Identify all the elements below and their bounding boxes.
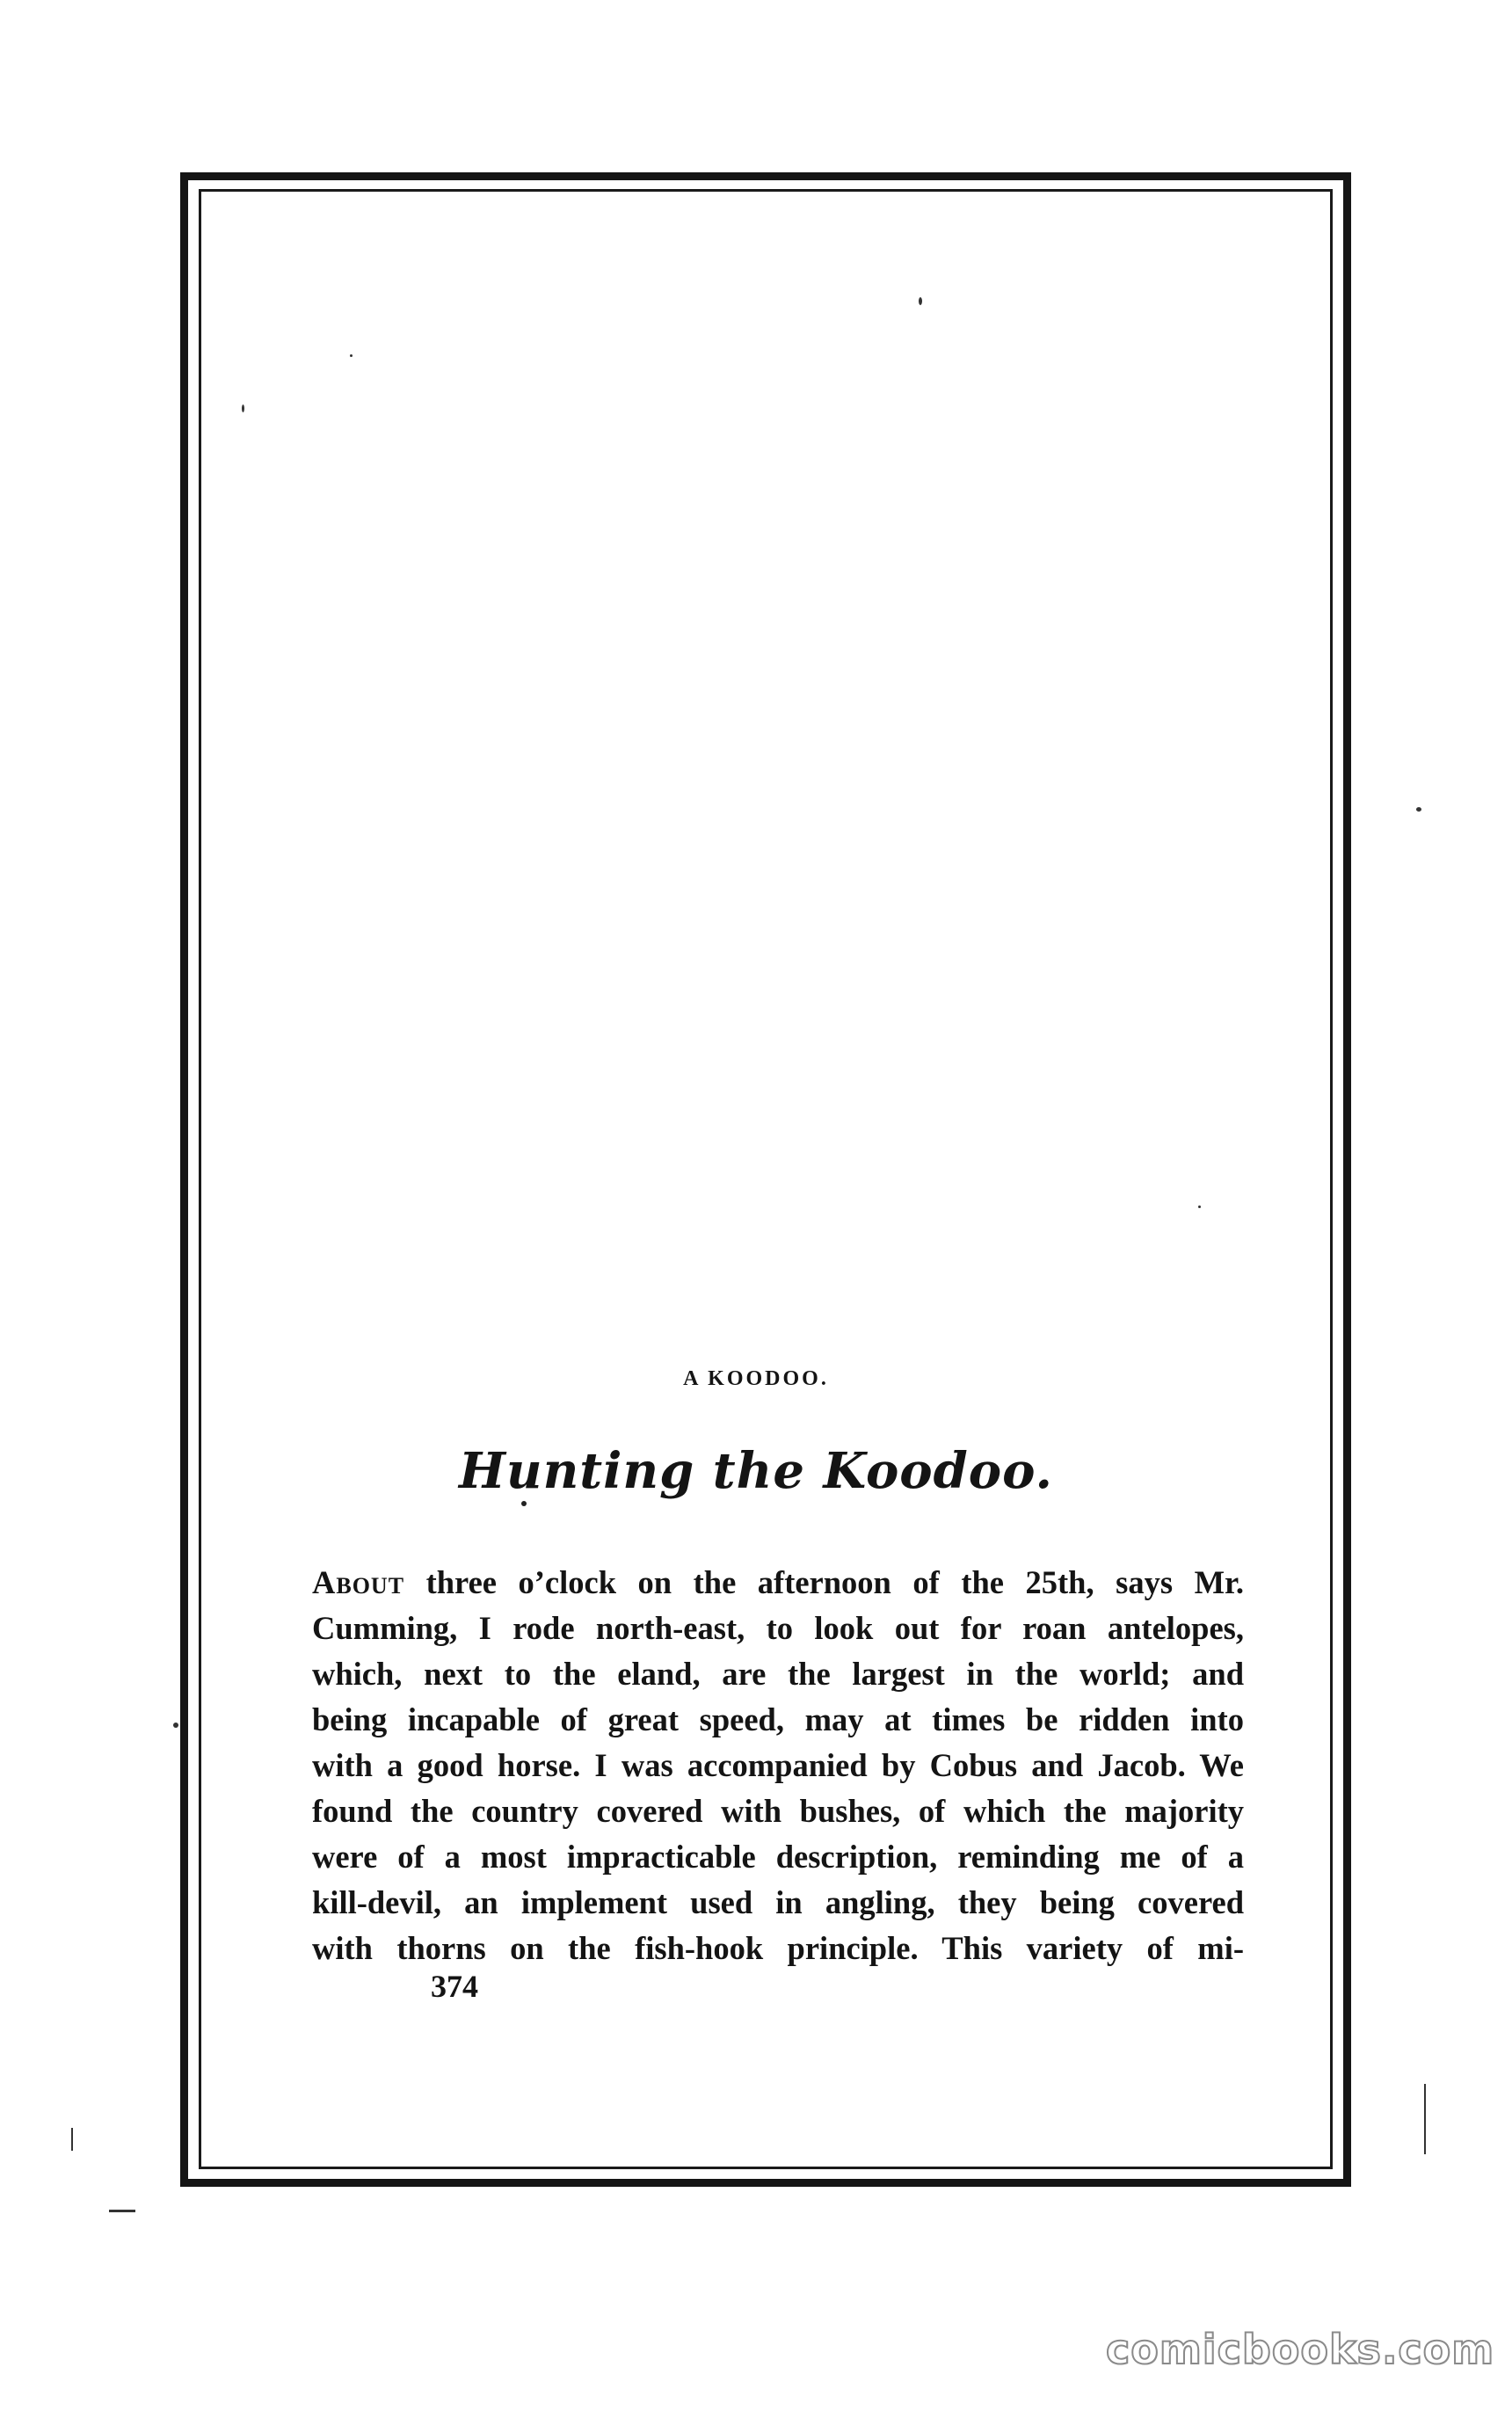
body-line (312, 1743, 1244, 1788)
body-line (312, 1880, 1244, 1926)
body-text (312, 1560, 1244, 1971)
print-speck (1416, 807, 1421, 812)
margin-mark (71, 2128, 73, 2151)
chapter-title: Hunting the Koodoo. (458, 1442, 1054, 1500)
body-line (312, 1560, 1244, 1606)
body-line (312, 1834, 1244, 1880)
margin-mark (1424, 2084, 1426, 2154)
body-line-text: Cumming, I rode north-east, to look out for roan antelopes, (312, 1610, 1244, 1646)
body-line-text: with thorns on the fish-hook principle. This variety of mi- (312, 1930, 1244, 1966)
body-line-text: found the country covered with bushes, of which the majority (312, 1793, 1244, 1829)
margin-mark (109, 2210, 135, 2212)
body-line-text: with a good horse. I was accompanied by Cobus and Jacob. We (312, 1747, 1244, 1783)
body-line (312, 1697, 1244, 1743)
body-line-text: being incapable of great speed, may at times be ridden into (312, 1701, 1244, 1737)
body-line-text: which, next to the eland, are the largest in the world; and (312, 1656, 1244, 1692)
print-speck (919, 297, 922, 305)
title-ornament-dot (521, 1501, 527, 1506)
print-speck (242, 404, 244, 412)
illustration-caption: A KOODOO. (683, 1367, 829, 1390)
print-speck (350, 354, 353, 357)
watermark: comicbooks.com (1106, 2326, 1495, 2373)
body-line-text: kill-devil, an implement used in angling, they being covered (312, 1884, 1244, 1920)
print-speck (1198, 1206, 1201, 1208)
body-line (312, 1788, 1244, 1834)
print-speck (173, 1723, 178, 1728)
page-number: 374 (431, 1969, 478, 2004)
body-line-text: three o’clock on the afternoon of the 25th, says Mr. (404, 1564, 1244, 1600)
body-line (312, 1651, 1244, 1697)
body-line-text: were of a most impracticable description, reminding me of a (312, 1839, 1244, 1875)
body-line-lead-word: About (312, 1564, 405, 1600)
body-line (312, 1606, 1244, 1651)
body-line (312, 1926, 1244, 1971)
